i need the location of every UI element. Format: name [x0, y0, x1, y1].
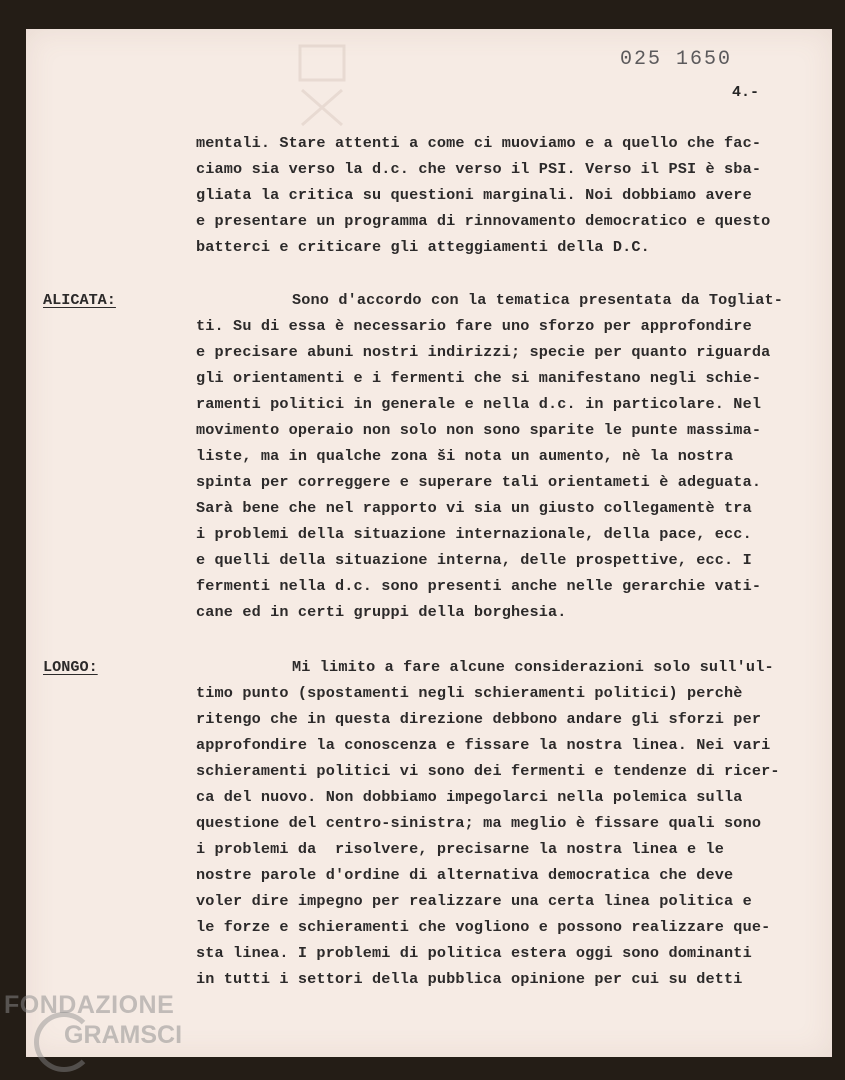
archive-number: 025 1650: [620, 48, 733, 71]
text-line: fermenti nella d.c. sono presenti anche nelle gerarchie vati-: [196, 577, 762, 595]
page-number: 4.-: [732, 84, 760, 101]
text-line: ritengo che in questa direzione debbono andare gli sforzi per: [196, 710, 762, 728]
text-line: le forze e schieramenti che vogliono e possono realizzare que-: [196, 918, 771, 936]
text-line: ciamo sia verso la d.c. che verso il PSI. Verso il PSI è sba-: [196, 160, 762, 178]
text-line: batterci e criticare gli atteggiamenti della D.C.: [196, 238, 650, 256]
text-line: liste, ma in qualche zona ši nota un aumento, nè la nostra: [196, 447, 734, 465]
text-line: e quelli della situazione interna, delle prospettive, ecc. I: [196, 551, 752, 569]
text-line: movimento operaio non solo non sono sparite le punte massima-: [196, 421, 762, 439]
speaker-label-longo: LONGO:: [43, 658, 98, 676]
text-line: voler dire impegno per realizzare una certa linea politica e: [196, 892, 752, 910]
text-line: Sarà bene che nel rapporto vi sia un giusto collegamentè tra: [196, 499, 752, 517]
text-line: nostre parole d'ordine di alternativa democratica che deve: [196, 866, 734, 884]
text-line: spinta per correggere e superare tali orientameti è adeguata.: [196, 473, 762, 491]
text-line: e presentare un programma di rinnovamento democratico e questo: [196, 212, 771, 230]
text-line: approfondire la conoscenza e fissare la nostra linea. Nei vari: [196, 736, 771, 754]
speaker-label-alicata: ALICATA:: [43, 291, 116, 309]
watermark-line1: FONDAZIONE: [4, 991, 175, 1019]
text-line: gliata la critica su questioni marginali. Noi dobbiamo avere: [196, 186, 752, 204]
text-line: mentali. Stare attenti a come ci muoviamo e a quello che fac-: [196, 134, 762, 152]
text-line: in tutti i settori della pubblica opinione per cui su detti: [196, 970, 743, 988]
text-line: schieramenti politici vi sono dei fermenti e tendenze di ricer-: [196, 762, 780, 780]
text-line: gli orientamenti e i fermenti che si manifestano negli schie-: [196, 369, 762, 387]
text-line: i problemi della situazione internazionale, della pace, ecc.: [196, 525, 752, 543]
watermark: [4, 990, 182, 1050]
text-line: ramenti politici in generale e nella d.c. in particolare. Nel: [196, 395, 762, 413]
text-line: i problemi da risolvere, precisarne la nostra linea e le: [196, 840, 725, 858]
text-line: ca del nuovo. Non dobbiamo impegolarci nella polemica sulla: [196, 788, 743, 806]
text-line: ti. Su di essa è necessario fare uno sforzo per approfondire: [196, 317, 752, 335]
text-line: questione del centro-sinistra; ma meglio è fissare quali sono: [196, 814, 762, 832]
text-line: timo punto (spostamenti negli schieramenti politici) perchè: [196, 684, 743, 702]
text-line: sta linea. I problemi di politica estera oggi sono dominanti: [196, 944, 752, 962]
text-line: cane ed in certi gruppi della borghesia.: [196, 603, 567, 621]
text-line: e precisare abuni nostri indirizzi; specie per quanto riguarda: [196, 343, 771, 361]
watermark-line2: GRAMSCI: [64, 1021, 183, 1049]
text-line: Mi limito a fare alcune considerazioni solo sull'ul-: [292, 658, 774, 676]
faint-stamp-mark: [292, 40, 352, 130]
text-line: Sono d'accordo con la tematica presentata da Togliat-: [292, 291, 783, 309]
